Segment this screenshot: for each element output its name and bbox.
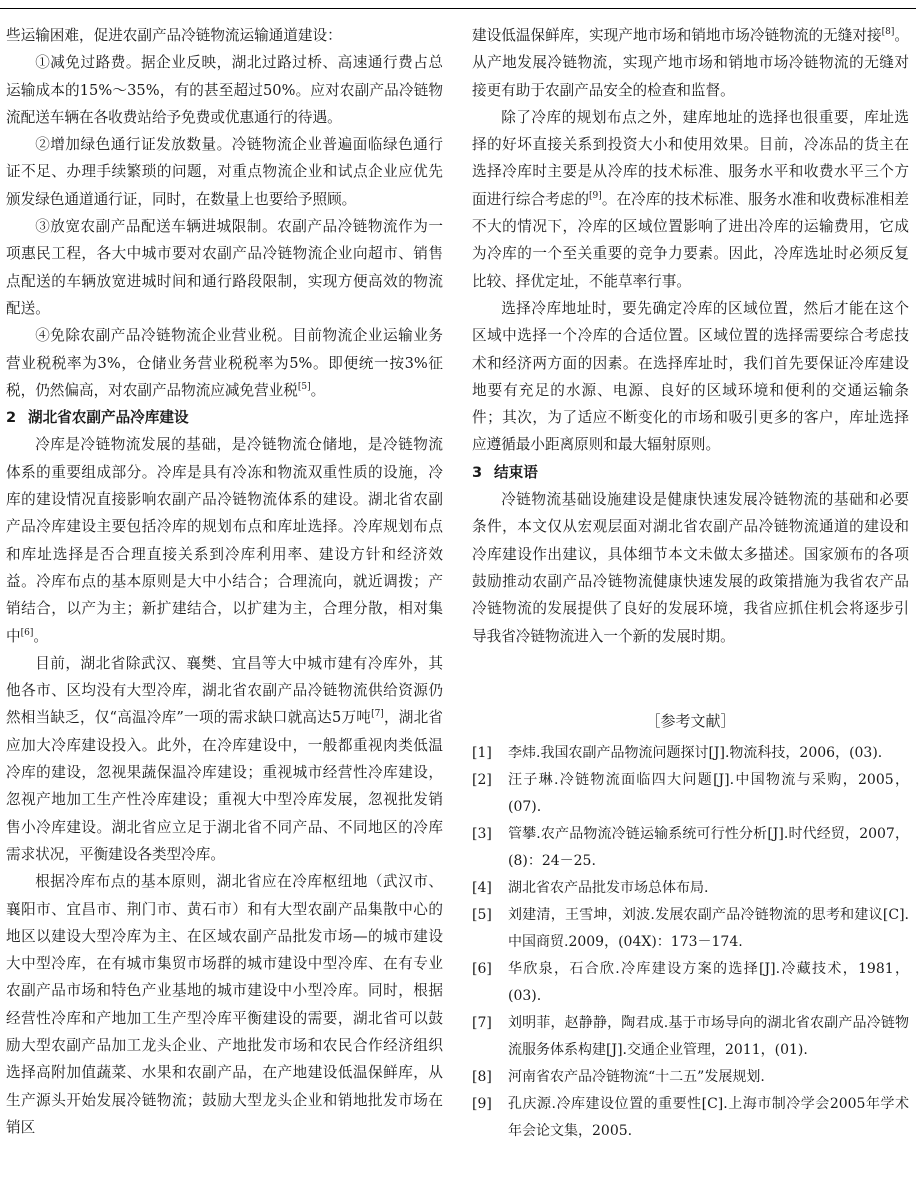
paragraph-business-tax <box>6 322 443 404</box>
reference-text: 管攀.农产品物流冷链运输系统可行性分析[J].时代经贸，2007，(8)：24－25. <box>508 825 909 869</box>
paragraph-text: 目前，湖北省除武汉、襄樊、宜昌等大中城市建有冷库外，其他各市、区均没有大型冷库，湖北省农副产品冷链物流供给资源仍然相当缺乏，仅“高温冷库”一项的需求缺口就高达5万吨 <box>6 654 443 727</box>
reference-text: 孔庆源.冷库建设位置的重要性[C].上海市制冷学会2005年学术年会论文集，2005. <box>508 1095 909 1139</box>
reference-text: 河南省农产品冷链物流“十二五”发展规划. <box>508 1068 765 1085</box>
references-title: ［参考文献］ <box>645 711 736 730</box>
paragraph-text: 冷库是冷链物流发展的基础，是冷链物流仓储地，是冷链物流体系的重要组成部分。冷库是具有冷冻和物流双重性质的设施，冷库的建设情况直接影响农副产品冷链物流体系的建设。湖北省农副产品冷库建设主要包括冷库的规划布点和库址选择。冷库规划布点和库址选择是否合理直接关系到冷库利用率、建设方针和经济效益。冷库布点的基本原则是大中小结合；合理流向，就近调拨；产销结合，以产为主；新扩建结合，以扩建为主，合理分散，相对集中 <box>6 436 443 645</box>
section-heading-2 <box>6 404 443 431</box>
reference-item <box>472 1064 909 1091</box>
reference-number: [4] <box>472 879 492 896</box>
paragraph-region-choice: 选择冷库地址时，要先确定冷库的区域位置，然后才能在这个区域中选择一个冷库的合适位置。区域位置的选择需要综合考虑技术和经济两方面的因素。在选择库址时，我们首先要保证冷库建设地要有充足的水源、电源、良好的区域环境和便利的交通运输条件；其次，为了适应不断变化的市场和吸引更多的客户，库址选择应遵循最小距离原则和最大辐射原则。 <box>472 299 909 454</box>
paragraph-text: 建设低温保鲜库，实现产地市场和销地市场冷链物流的无缝对接 <box>472 27 882 44</box>
paragraph-text: 。从产地发展冷链物流，实现产地市场和销地市场冷链物流的无缝对接更有助于农副产品安全的检查和监督。 <box>472 27 909 99</box>
citation: [8] <box>881 27 895 38</box>
paragraph-layout-principle: 根据冷库布点的基本原则，湖北省应在冷库枢纽地（武汉市、襄阳市、宜昌市、荆门市、黄石市）和有大型农副产品集散中心的地区以建设大型冷库为主、在区域农副产品批发市场—的城市建设大中型冷库，在有城市集贸市场群的城市建设中型冷库、在有专业农副产品市场和特色产业基地的城市建设中小型冷库。同时，根据经营性冷库和产地加工生产型冷库平衡建设的需要，湖北省可以鼓励大型农副产品加工龙头企业、产地批发市场和农民合作经济组织选择高附加值蔬菜、水果和农副产品，在产地建设低温保鲜库，从生产源头开始发展冷链物流；鼓励大型龙头企业和销地批发市场在销区 <box>6 873 443 1136</box>
reference-number: [9] <box>472 1095 492 1112</box>
reference-item <box>472 821 909 875</box>
citation: [7] <box>371 709 384 720</box>
reference-number: [6] <box>472 960 492 977</box>
section-title: 结束语 <box>494 463 538 481</box>
reference-item <box>472 1010 909 1064</box>
paragraph-continued <box>472 22 909 104</box>
reference-item <box>472 875 909 902</box>
reference-number: [1] <box>472 744 492 761</box>
paragraph-toll-fees: ①减免过路费。据企业反映，湖北过路过桥、高速通行费占总运输成本的15%～35%，有的甚至超过50%。应对农副产品冷链物流配送车辆在各收费站给予免费或优惠通行的待遇。 <box>6 54 443 126</box>
right-column <box>472 22 909 1145</box>
reference-number: [3] <box>472 825 492 842</box>
section-title: 湖北省农副产品冷库建设 <box>28 409 189 427</box>
section-number: 2 <box>6 409 17 427</box>
reference-item <box>472 956 909 1010</box>
reference-text: 湖北省农产品批发市场总体布局. <box>508 879 709 896</box>
paragraph-green-pass: ②增加绿色通行证发放数量。冷链物流企业普遍面临绿色通行证不足、办理手续繁琐的问题，对重点物流企业和试点企业应优先颁发绿色通道通行证，同时，在数量上也要给予照顾。 <box>6 136 443 208</box>
paragraph-text: 。 <box>310 381 326 399</box>
paragraph-city-access: ③放宽农副产品配送车辆进城限制。农副产品冷链物流作为一项惠民工程，各大中城市要对农副产品冷链物流企业向超市、销售点配送的车辆放宽进城时间和通行路段限制，实现方便高效的物流配送。 <box>6 218 443 317</box>
reference-item <box>472 767 909 821</box>
left-column <box>6 22 443 1141</box>
paragraph-text: 。 <box>33 627 48 645</box>
paragraph-conclusion: 冷链物流基础设施建设是健康快速发展冷链物流的基础和必要条件，本文仅从宏观层面对湖北省农副产品冷链物流通道的建设和冷库建设作出建议，具体细节本文未做太多描述。国家颁布的各项鼓励推动农副产品冷链物流健康快速发展的政策措施为我省农产品冷链物流的发展提供了良好的发展环境，我省应抓住机会将逐步引导我省冷链物流进入一个新的发展时期。 <box>472 491 909 645</box>
section-number: 3 <box>472 463 483 481</box>
reference-item <box>472 902 909 956</box>
paragraph-intro: 些运输困难，促进农副产品冷链物流运输通道建设： <box>6 27 342 44</box>
header-rule <box>0 8 916 9</box>
reference-number: [7] <box>472 1014 492 1031</box>
reference-text: 刘建清，王雪坤，刘波.发展农副产品冷链物流的思考和建议[C].中国商贸.2009，(04X)：173－174. <box>508 906 909 950</box>
reference-number: [5] <box>472 906 492 923</box>
paragraph-site-selection <box>472 104 909 295</box>
reference-text: 李炜.我国农副产品物流问题探讨[J].物流科技，2006，(03). <box>508 744 883 761</box>
reference-item <box>472 1091 909 1145</box>
reference-text: 华欣泉，石合欣.冷库建设方案的选择[J].冷藏技术，1981，(03). <box>508 960 909 1004</box>
citation: [5] <box>297 382 311 392</box>
reference-item <box>472 740 909 767</box>
paragraph-text: ④免除农副产品冷链物流企业营业税。目前物流企业运输业务营业税税率为3%，仓储业务营业税税率为5%。即便统一按3%征税，仍然偏高，对农副产品物流应减免营业税 <box>6 327 443 399</box>
citation: [6] <box>20 627 34 638</box>
section-heading-3 <box>472 459 909 486</box>
paragraph-text: 除了冷库的规划布点之外，建库地址的选择也很重要，库址选择的好坏直接关系到投资大小和使用效果。目前，冷冻品的货主在选择冷库时主要是从冷库的技术标准、服务水平和收费水平三个方面进行综合考虑的 <box>472 108 909 208</box>
paragraph-text: 。在冷库的技术标准、服务水准和收费标准相差不大的情况下，冷库的区域位置影响了进出冷库的运输费用，它成为冷库的一个至关重要的竞争力要素。因此，冷库选址时必须反复比较、择优定址，不能草率行事。 <box>472 190 909 290</box>
references-list <box>472 740 909 1145</box>
reference-text: 刘明菲，赵静静，陶君成.基于市场导向的湖北省农副产品冷链物流服务体系构建[J].交通企业管理，2011，(01). <box>508 1014 909 1058</box>
paragraph-text: ，湖北省应加大冷库建设投入。此外，在冷库建设中，一般都重视肉类低温冷库的建设，忽视果蔬保温冷库建设；重视城市经营性冷库建设，忽视产地加工生产性冷库建设；重视大中型冷库发展，忽视批发销售小冷库建设。湖北省应立足于湖北省不同产品、不同地区的冷库需求状况，平衡建设各类型冷库。 <box>6 709 443 863</box>
citation: [9] <box>589 190 602 201</box>
reference-number: [2] <box>472 771 492 788</box>
reference-number: [8] <box>472 1068 492 1085</box>
reference-text: 汪子琳.冷链物流面临四大问题[J].中国物流与采购，2005，(07). <box>508 771 909 815</box>
paragraph-cold-storage-basis <box>6 431 443 649</box>
paragraph-current-status <box>6 650 443 868</box>
